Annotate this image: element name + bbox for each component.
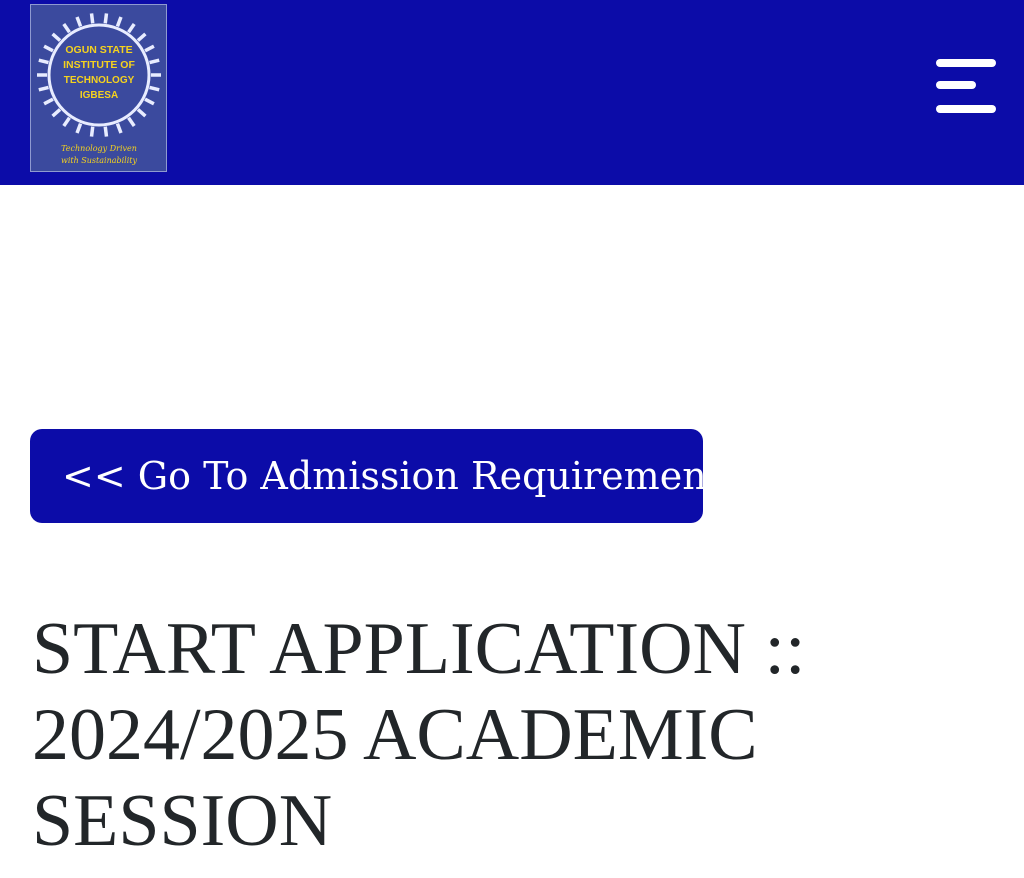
- menu-bar-top: [936, 59, 996, 67]
- menu-bar-middle: [936, 81, 976, 89]
- page-title: [32, 606, 932, 864]
- gear-emblem-icon: [31, 5, 167, 172]
- institution-logo[interactable]: [30, 4, 167, 172]
- page-title-line-2: 2024/2025 ACADEMIC: [32, 694, 758, 776]
- logo-text-line-1: OGUN STATE: [65, 44, 133, 56]
- logo-text-line-3: TECHNOLOGY: [63, 75, 135, 86]
- page-title-line-1: START APPLICATION ::: [32, 608, 806, 690]
- hamburger-menu-icon[interactable]: [926, 52, 1002, 124]
- page-title-line-3: SESSION: [32, 780, 333, 862]
- logo-motto-line-2: with Sustainability: [60, 156, 138, 165]
- logo-motto-line-1: Technology Driven: [61, 144, 137, 153]
- top-navigation-bar: [0, 0, 1024, 185]
- go-to-admission-requirements-button[interactable]: << Go To Admission Requirements: [30, 429, 703, 523]
- logo-text-line-4: IGBESA: [79, 90, 119, 101]
- logo-text-line-2: INSTITUTE OF: [63, 59, 135, 71]
- menu-bar-bottom: [936, 105, 996, 113]
